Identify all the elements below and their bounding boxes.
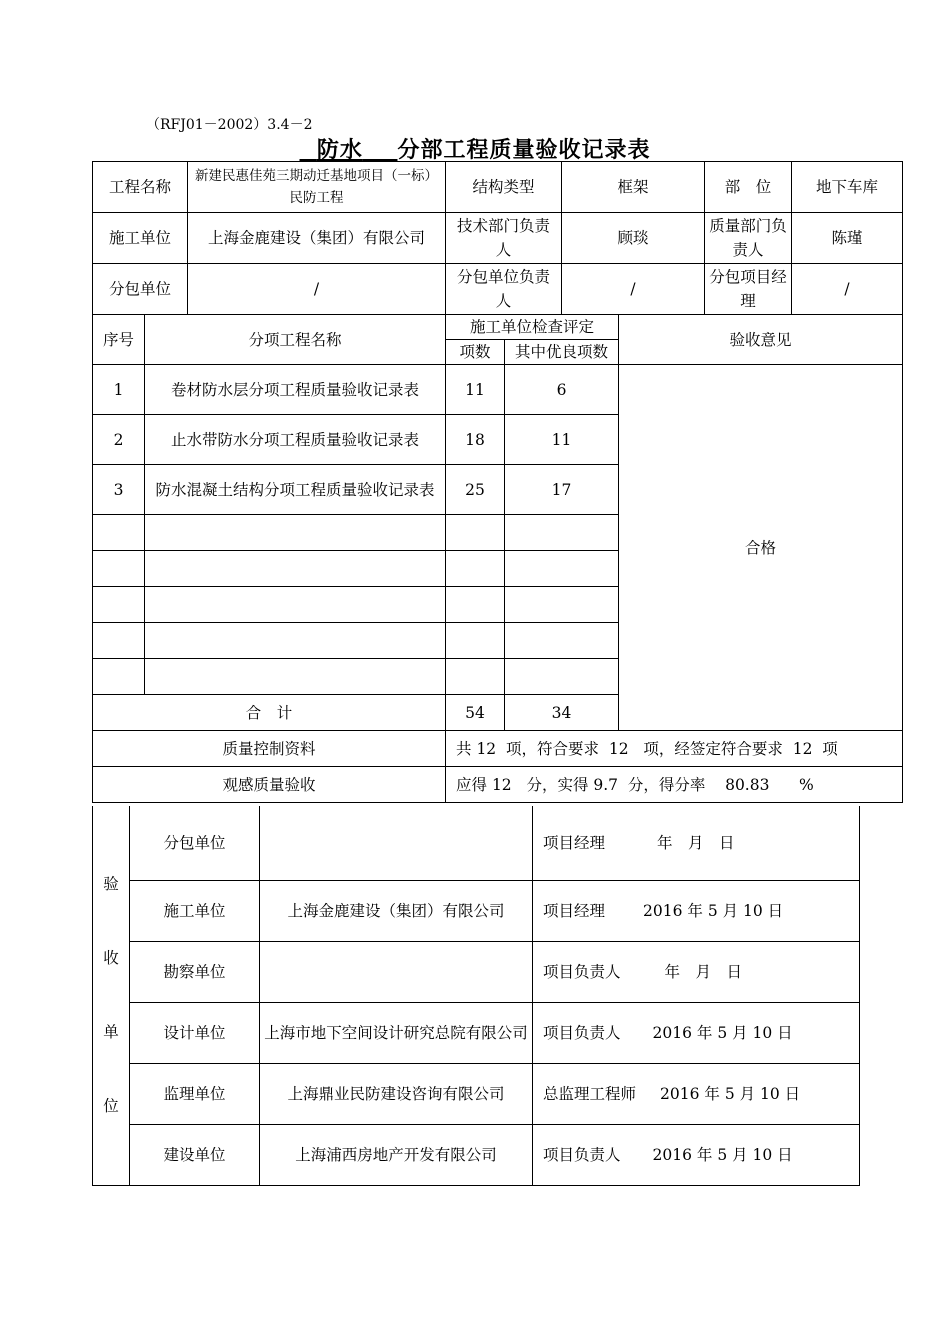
row-seq: 3 xyxy=(93,465,145,515)
row-seq xyxy=(93,659,145,695)
project-name-label: 工程名称 xyxy=(93,162,188,213)
signoff-role: 项目负责人 xyxy=(543,1023,621,1042)
row-count: 25 xyxy=(446,465,505,515)
row-count: 11 xyxy=(446,365,505,415)
unit-name: 上海浦西房地产开发有限公司 xyxy=(260,1124,533,1185)
document-code: （RFJ01－2002）3.4－2 xyxy=(146,117,313,133)
location-label: 部 位 xyxy=(705,162,792,213)
unit-name: 上海鼎业民防建设咨询有限公司 xyxy=(260,1063,533,1124)
project-name-value: 新建民惠佳苑三期动迁基地项目（一标）民防工程 xyxy=(188,162,446,213)
page-title xyxy=(0,133,950,164)
unit-name xyxy=(260,806,533,880)
unit-label: 设计单位 xyxy=(130,1002,260,1063)
signoff-role: 项目经理 xyxy=(543,901,606,920)
subcontractor-value: / xyxy=(188,264,446,315)
unit-label: 监理单位 xyxy=(130,1063,260,1124)
signoff-date: 年 月 日 xyxy=(664,962,743,981)
row-name: 卷材防水层分项工程质量验收记录表 xyxy=(145,365,446,415)
row-seq: 2 xyxy=(93,415,145,465)
quality-head-label: 质量部门负责人 xyxy=(705,213,792,264)
contractor-label: 施工单位 xyxy=(93,213,188,264)
unit-label: 施工单位 xyxy=(130,880,260,941)
total-label: 合 计 xyxy=(93,695,446,731)
row-name xyxy=(145,659,446,695)
signoff xyxy=(533,1124,860,1185)
acceptance-side-label: 验 收 单 位 xyxy=(93,806,130,1185)
row-seq xyxy=(93,623,145,659)
subcontractor-label: 分包单位 xyxy=(93,264,188,315)
row-excellent: 17 xyxy=(505,465,619,515)
total-excellent: 34 xyxy=(505,695,619,731)
tech-head-value: 顾琰 xyxy=(562,213,705,264)
signoff-role: 总监理工程师 xyxy=(543,1084,637,1103)
col-seq-header: 序号 xyxy=(93,315,145,365)
signoff xyxy=(533,1002,860,1063)
row-count xyxy=(446,587,505,623)
signoff xyxy=(533,1063,860,1124)
signoff xyxy=(533,806,860,880)
row-name xyxy=(145,551,446,587)
table-row xyxy=(93,365,903,415)
col-count-header: 项数 xyxy=(446,340,505,365)
signoff xyxy=(533,941,860,1002)
row-count xyxy=(446,515,505,551)
quality-control-label: 质量控制资料 xyxy=(93,731,446,767)
signoff-date: 2016 年 5 月 10 日 xyxy=(643,901,784,920)
col-check-header: 施工单位检查评定 xyxy=(446,315,619,340)
col-opinion-header: 验收意见 xyxy=(619,315,903,365)
row-excellent: 6 xyxy=(505,365,619,415)
signoff-date: 2016 年 5 月 10 日 xyxy=(652,1023,793,1042)
contractor-value: 上海金鹿建设（集团）有限公司 xyxy=(188,213,446,264)
row-excellent xyxy=(505,659,619,695)
structure-type-value: 框架 xyxy=(562,162,705,213)
acceptance-opinion: 合格 xyxy=(619,365,903,731)
signoff-role: 项目负责人 xyxy=(543,962,621,981)
row-excellent xyxy=(505,623,619,659)
unit-name: 上海金鹿建设（集团）有限公司 xyxy=(260,880,533,941)
unit-label: 分包单位 xyxy=(130,806,260,880)
structure-type-label: 结构类型 xyxy=(446,162,562,213)
location-value: 地下车库 xyxy=(792,162,903,213)
row-name: 防水混凝土结构分项工程质量验收记录表 xyxy=(145,465,446,515)
tech-head-label: 技术部门负责人 xyxy=(446,213,562,264)
row-excellent: 11 xyxy=(505,415,619,465)
row-count: 18 xyxy=(446,415,505,465)
title-rest: 分部工程质量验收记录表 xyxy=(397,137,651,163)
row-name xyxy=(145,515,446,551)
row-name xyxy=(145,623,446,659)
quality-head-value: 陈瑾 xyxy=(792,213,903,264)
row-seq xyxy=(93,587,145,623)
unit-name: 上海市地下空间设计研究总院有限公司 xyxy=(260,1002,533,1063)
signoff-role: 项目经理 xyxy=(543,833,606,852)
signoff-date: 年 月 日 xyxy=(657,833,735,852)
col-name-header: 分项工程名称 xyxy=(145,315,446,365)
row-count xyxy=(446,623,505,659)
sub-pm-value: / xyxy=(792,264,903,315)
sub-head-label: 分包单位负责人 xyxy=(446,264,562,315)
row-seq xyxy=(93,515,145,551)
row-excellent xyxy=(505,587,619,623)
row-name: 止水带防水分项工程质量验收记录表 xyxy=(145,415,446,465)
quality-control-value: 共 12 项，符合要求 12 项，经签定符合要求 12 项 xyxy=(446,731,903,767)
signoff-date: 2016 年 5 月 10 日 xyxy=(660,1084,801,1103)
acceptance-table xyxy=(92,806,860,1186)
signoff-role: 项目负责人 xyxy=(543,1145,621,1164)
signoff-date: 2016 年 5 月 10 日 xyxy=(652,1145,793,1164)
unit-label: 勘察单位 xyxy=(130,941,260,1002)
row-name xyxy=(145,587,446,623)
col-excellent-header: 其中优良项数 xyxy=(505,340,619,365)
row-count xyxy=(446,659,505,695)
summary-table xyxy=(92,161,903,803)
appearance-value: 应得 12 分，实得 9.7 分，得分率 80.83 % xyxy=(446,767,903,803)
row-excellent xyxy=(505,515,619,551)
unit-name xyxy=(260,941,533,1002)
row-count xyxy=(446,551,505,587)
appearance-label: 观感质量验收 xyxy=(93,767,446,803)
total-count: 54 xyxy=(446,695,505,731)
sub-pm-label: 分包项目经 理 xyxy=(705,264,792,315)
unit-label: 建设单位 xyxy=(130,1124,260,1185)
title-fill-value: 防水 xyxy=(316,137,363,163)
sub-head-value: / xyxy=(562,264,705,315)
row-seq: 1 xyxy=(93,365,145,415)
row-seq xyxy=(93,551,145,587)
signoff xyxy=(533,880,860,941)
row-excellent xyxy=(505,551,619,587)
